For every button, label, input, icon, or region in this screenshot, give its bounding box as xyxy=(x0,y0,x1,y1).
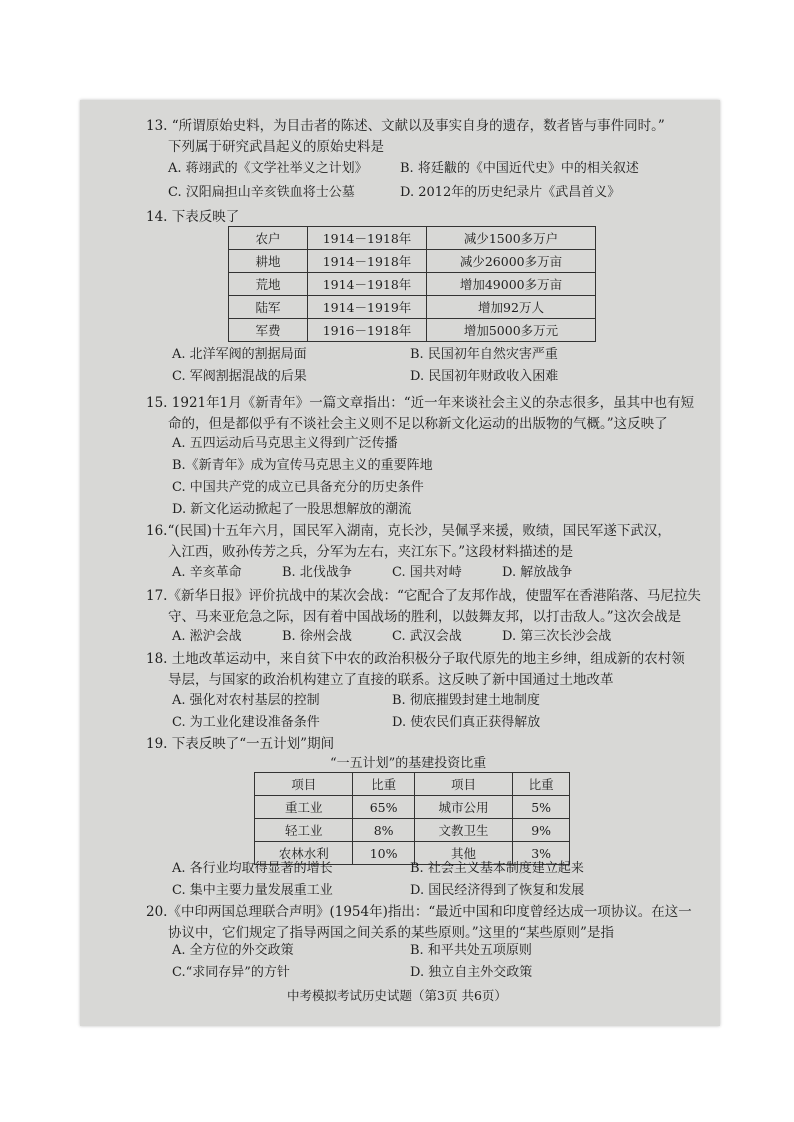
q14-option-c[interactable]: C. 军阀割据混战的后果 xyxy=(172,369,307,384)
table-cell: 增加92万人 xyxy=(427,296,596,319)
q20-option-c[interactable]: C.“求同存异”的方针 xyxy=(172,965,290,980)
q14-option-a[interactable]: A. 北洋军阀的割据局面 xyxy=(172,347,307,362)
q14-stem: 14. 下表反映了 xyxy=(146,209,240,225)
table-row xyxy=(229,273,596,296)
table-row xyxy=(229,296,596,319)
q13-line2: 下列属于研究武昌起义的原始史料是 xyxy=(168,139,384,155)
q13-option-a[interactable]: A. 蒋翊武的《文学社举义之计划》 xyxy=(168,161,368,176)
question-14 xyxy=(146,207,686,228)
table-row xyxy=(229,227,596,250)
question-17 xyxy=(146,586,701,628)
q20-line2: 协议中，它们规定了指导两国之间关系的某些原则。”这里的“某些原则”是指 xyxy=(168,925,614,941)
table-cell: 5% xyxy=(513,796,570,819)
table-cell: 其他 xyxy=(414,842,512,865)
q20-option-d[interactable]: D. 独立自主外交政策 xyxy=(410,965,533,980)
table-cell: 1916－1918年 xyxy=(308,319,427,342)
q19-option-b[interactable]: B. 社会主义基本制度建立起来 xyxy=(410,861,584,876)
table-cell: 城市公用 xyxy=(414,796,512,819)
q19-stem: 19. 下表反映了“一五计划”期间 xyxy=(146,736,335,752)
table-header: 比重 xyxy=(353,773,414,796)
q16-option-d[interactable]: D. 解放战争 xyxy=(502,565,573,580)
q19-option-c[interactable]: C. 集中主要力量发展重工业 xyxy=(172,883,333,898)
q15-option-d[interactable]: D. 新文化运动掀起了一股思想解放的潮流 xyxy=(172,502,412,517)
table-row xyxy=(255,773,570,796)
table-cell: 增加5000多万元 xyxy=(427,319,596,342)
question-15 xyxy=(146,393,695,435)
q16-line1: 16.“(民国)十五年六月，国民军入湖南，克长沙，吴佩孚来援，败绩，国民军遂下武汉， xyxy=(146,523,671,539)
table-cell: 1914－1918年 xyxy=(308,273,427,296)
q15-line2: 命的，但是都似乎有不谈社会主义则不足以称新文化运动的出版物的气概。”这反映了 xyxy=(168,416,668,432)
q18-option-c[interactable]: C. 为工业化建设准备条件 xyxy=(172,715,320,730)
q19-table-caption: “一五计划”的基建投资比重 xyxy=(330,756,487,771)
q18-option-a[interactable]: A. 强化对农村基层的控制 xyxy=(172,693,320,708)
q18-option-b[interactable]: B. 彻底摧毁封建土地制度 xyxy=(392,693,540,708)
q20-option-b[interactable]: B. 和平共处五项原则 xyxy=(410,943,532,958)
q13-option-d[interactable]: D. 2012年的历史纪录片《武昌首义》 xyxy=(400,185,621,200)
table-cell: 减少26000多万亩 xyxy=(427,250,596,273)
table-cell: 8% xyxy=(353,819,414,842)
table-row xyxy=(229,250,596,273)
table-header: 比重 xyxy=(513,773,570,796)
table-cell: 1914－1919年 xyxy=(308,296,427,319)
table-cell: 10% xyxy=(353,842,414,865)
table-cell: 农林水利 xyxy=(255,842,353,865)
question-18 xyxy=(146,649,686,691)
question-13 xyxy=(146,116,686,158)
q16-option-a[interactable]: A. 辛亥革命 xyxy=(172,565,242,580)
table-cell: 65% xyxy=(353,796,414,819)
q13-option-c[interactable]: C. 汉阳扁担山辛亥铁血将士公墓 xyxy=(168,185,355,200)
q15-line1: 15. 1921年1月《新青年》一篇文章指出：“近一年来谈社会主义的杂志很多，虽其中也有短 xyxy=(146,395,695,411)
q18-line1: 18. 土地改革运动中，来自贫下中农的政治积极分子取代原先的地主乡绅，组成新的农村领 xyxy=(146,651,685,667)
table-cell: 1914－1918年 xyxy=(308,227,427,250)
table-cell: 陆军 xyxy=(229,296,308,319)
q17-line1: 17.《新华日报》评价抗战中的某次会战：“它配合了友邦作战，使盟军在香港陷落、马尼拉失 xyxy=(146,588,701,604)
q16-line2: 入江西，败孙传芳之兵，分军为左右，夹江东下。”这段材料描述的是 xyxy=(168,544,574,560)
table-row xyxy=(229,319,596,342)
table-header: 项目 xyxy=(414,773,512,796)
question-20 xyxy=(146,902,692,944)
table-cell: 军费 xyxy=(229,319,308,342)
table-cell: 9% xyxy=(513,819,570,842)
table-cell: 文教卫生 xyxy=(414,819,512,842)
table-cell: 重工业 xyxy=(255,796,353,819)
table-row xyxy=(255,819,570,842)
q17-option-b[interactable]: B. 徐州会战 xyxy=(282,629,352,644)
table-cell: 3% xyxy=(513,842,570,865)
q18-option-d[interactable]: D. 使农民们真正获得解放 xyxy=(392,715,541,730)
table-cell: 增加49000多万亩 xyxy=(427,273,596,296)
table-cell: 耕地 xyxy=(229,250,308,273)
table-header: 项目 xyxy=(255,773,353,796)
q19-option-a[interactable]: A. 各行业均取得显著的增长 xyxy=(172,861,333,876)
page-footer: 中考模拟考试历史试题（第3页 共6页） xyxy=(287,988,507,1003)
q20-option-a[interactable]: A. 全方位的外交政策 xyxy=(172,943,294,958)
table-cell: 1914－1918年 xyxy=(308,250,427,273)
q16-option-b[interactable]: B. 北伐战争 xyxy=(282,565,352,580)
table-cell: 荒地 xyxy=(229,273,308,296)
q13-option-b[interactable]: B. 将廷黻的《中国近代史》中的相关叙述 xyxy=(400,161,639,176)
question-16 xyxy=(146,521,686,563)
q17-option-a[interactable]: A. 淞沪会战 xyxy=(172,629,242,644)
q19-table xyxy=(254,772,570,865)
table-cell: 减少1500多万户 xyxy=(427,227,596,250)
q14-table xyxy=(228,226,596,342)
q15-option-b[interactable]: B.《新青年》成为宣传马克思主义的重要阵地 xyxy=(172,458,433,473)
table-row xyxy=(255,796,570,819)
q14-option-b[interactable]: B. 民国初年自然灾害严重 xyxy=(410,347,558,362)
q17-line2: 守、马来亚危急之际，因有着中国战场的胜利，以鼓舞友邦，以打击敌人。”这次会战是 xyxy=(168,609,682,625)
q13-line1: 13. “所谓原始史料，为目击者的陈述、文献以及事实自身的遗存，数者皆与事件同时。” xyxy=(146,118,665,134)
q15-option-a[interactable]: A. 五四运动后马克思主义得到广泛传播 xyxy=(172,436,398,451)
q15-option-c[interactable]: C. 中国共产党的成立已具备充分的历史条件 xyxy=(172,480,424,495)
table-cell: 轻工业 xyxy=(255,819,353,842)
table-cell: 农户 xyxy=(229,227,308,250)
q16-option-c[interactable]: C. 国共对峙 xyxy=(392,565,462,580)
q17-option-d[interactable]: D. 第三次长沙会战 xyxy=(502,629,612,644)
q19-option-d[interactable]: D. 国民经济得到了恢复和发展 xyxy=(410,883,585,898)
q17-option-c[interactable]: C. 武汉会战 xyxy=(392,629,462,644)
q14-option-d[interactable]: D. 民国初年财政收入困难 xyxy=(410,369,559,384)
q18-line2: 导层，与国家的政治机构建立了直接的联系。这反映了新中国通过土地改革 xyxy=(168,672,614,688)
q20-line1: 20.《中印两国总理联合声明》(1954年)指出：“最近中国和印度曾经达成一项协议。在这一 xyxy=(146,904,692,920)
